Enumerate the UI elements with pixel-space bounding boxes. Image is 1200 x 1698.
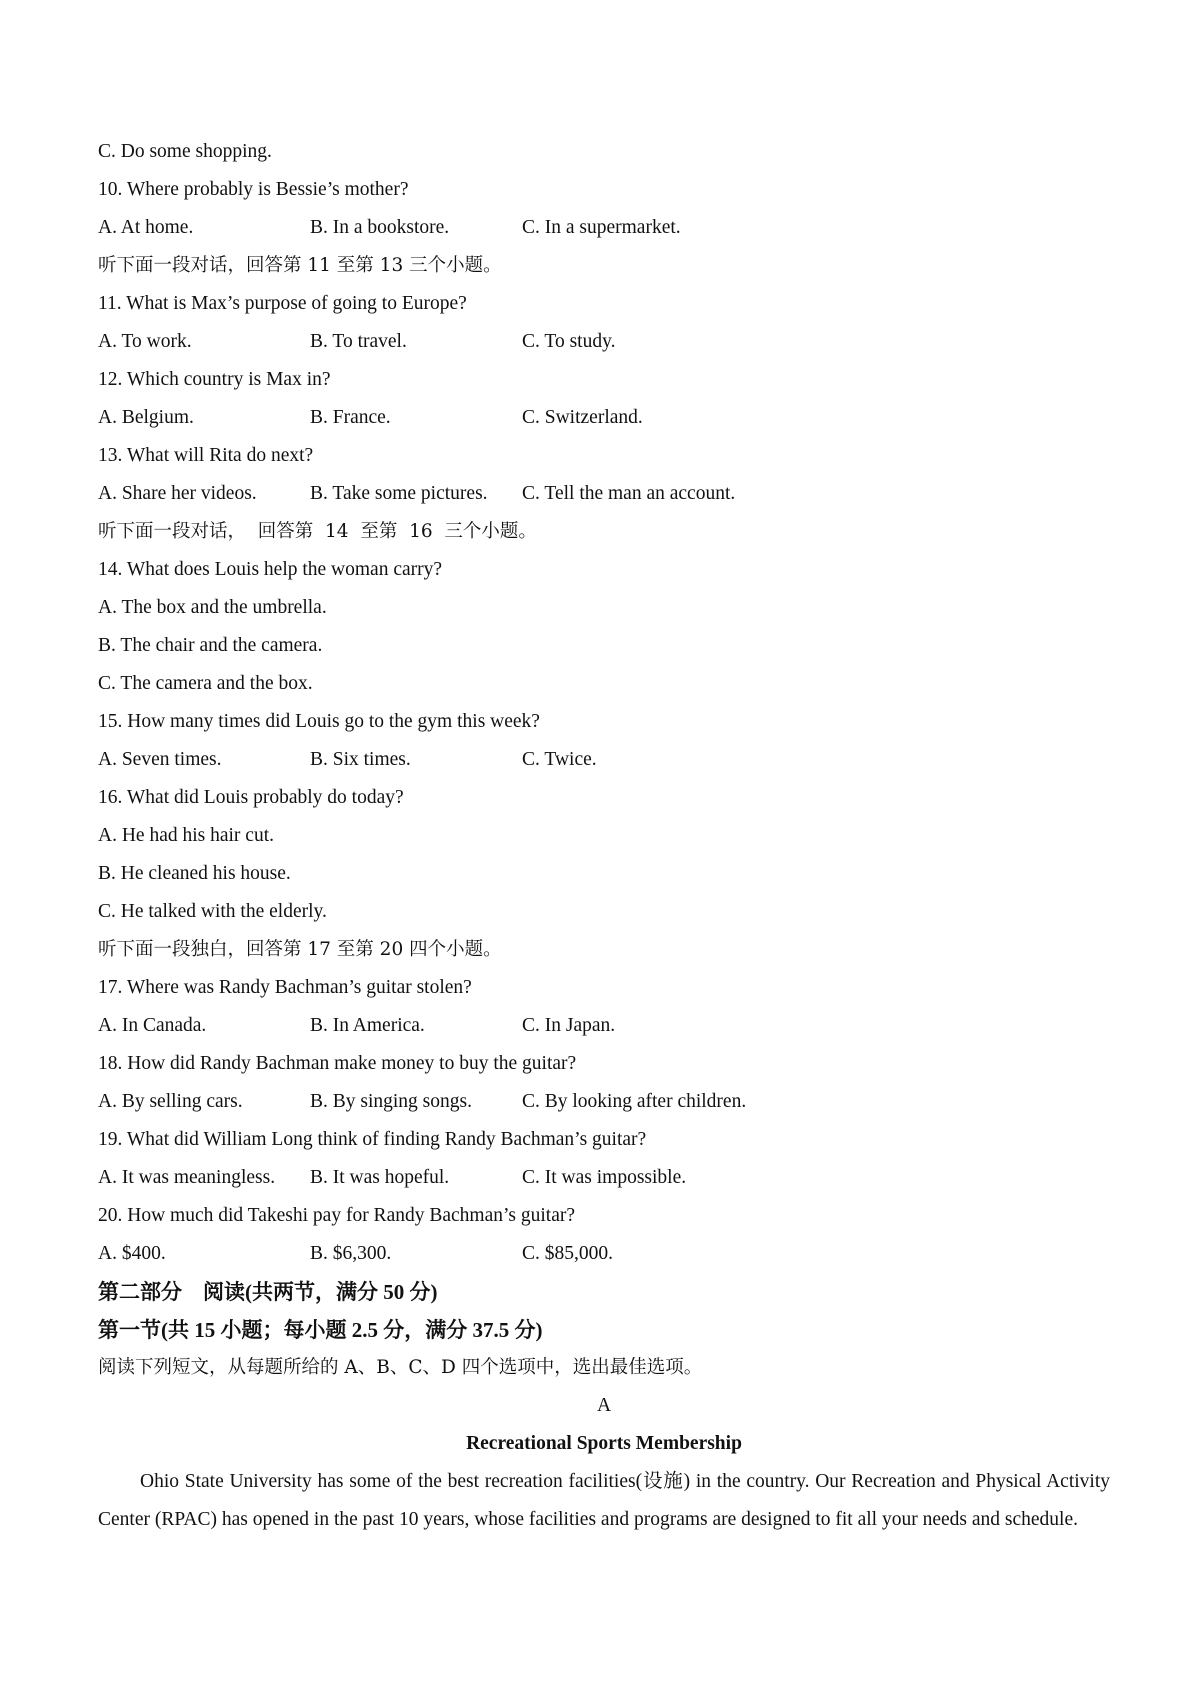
exam-content <box>98 133 1110 1539</box>
question-10: 10. Where probably is Bessie’s mother? <box>98 179 409 200</box>
option-15-a: A. Seven times. <box>98 749 222 770</box>
option-17-c: C. In Japan. <box>522 1015 616 1036</box>
option-19-a: A. It was meaningless. <box>98 1167 276 1188</box>
question-18: 18. How did Randy Bachman make money to buy the guitar? <box>98 1053 577 1074</box>
question-14: 14. What does Louis help the woman carry? <box>98 559 443 580</box>
question-17: 17. Where was Randy Bachman’s guitar stolen? <box>98 977 472 998</box>
instruction-17-20: 听下面一段独白，回答第 17 至第 20 四个小题。 <box>98 939 502 960</box>
option-15-c: C. Twice. <box>522 749 597 770</box>
option-20-c: C. $85,000. <box>522 1243 614 1264</box>
option-16-c: C. He talked with the elderly. <box>98 901 327 922</box>
q9-option-c: C. Do some shopping. <box>98 141 272 162</box>
instruction-11-13: 听下面一段对话，回答第 11 至第 13 三个小题。 <box>98 255 502 276</box>
option-14-b: B. The chair and the camera. <box>98 635 323 656</box>
option-13-b: B. Take some pictures. <box>310 483 488 504</box>
option-10-a: A. At home. <box>98 217 194 238</box>
options-12 <box>98 399 1110 437</box>
option-12-b: B. France. <box>310 407 391 428</box>
question-15: 15. How many times did Louis go to the gym this week? <box>98 711 540 732</box>
option-11-a: A. To work. <box>98 331 192 352</box>
option-20-a: A. $400. <box>98 1243 166 1264</box>
question-13: 13. What will Rita do next? <box>98 445 314 466</box>
options-10 <box>98 209 1110 247</box>
reading-instruction: 阅读下列短文，从每题所给的 A、B、C、D 四个选项中，选出最佳选项。 <box>98 1357 703 1378</box>
section-heading: 第一节(共 15 小题；每小题 2.5 分，满分 37.5 分) <box>98 1318 543 1342</box>
passage-title: Recreational Sports Membership <box>466 1433 742 1454</box>
option-13-a: A. Share her videos. <box>98 483 257 504</box>
option-11-b: B. To travel. <box>310 331 407 352</box>
question-16: 16. What did Louis probably do today? <box>98 787 404 808</box>
options-11 <box>98 323 1110 361</box>
question-19: 19. What did William Long think of finding Randy Bachman’s guitar? <box>98 1129 647 1150</box>
option-18-b: B. By singing songs. <box>310 1091 472 1112</box>
options-15 <box>98 741 1110 779</box>
option-18-c: C. By looking after children. <box>522 1091 747 1112</box>
option-17-b: B. In America. <box>310 1015 425 1036</box>
option-19-b: B. It was hopeful. <box>310 1167 450 1188</box>
question-20: 20. How much did Takeshi pay for Randy Bachman’s guitar? <box>98 1205 576 1226</box>
option-20-b: B. $6,300. <box>310 1243 392 1264</box>
option-11-c: C. To study. <box>522 331 616 352</box>
option-17-a: A. In Canada. <box>98 1015 207 1036</box>
option-14-a: A. The box and the umbrella. <box>98 597 327 618</box>
options-17 <box>98 1007 1110 1045</box>
options-19 <box>98 1159 1110 1197</box>
option-13-c: C. Tell the man an account. <box>522 483 736 504</box>
option-16-a: A. He had his hair cut. <box>98 825 274 846</box>
passage-letter: A <box>596 1395 612 1416</box>
question-11: 11. What is Max’s purpose of going to Europe? <box>98 293 467 314</box>
option-16-b: B. He cleaned his house. <box>98 863 291 884</box>
option-12-c: C. Switzerland. <box>522 407 643 428</box>
option-19-c: C. It was impossible. <box>522 1167 687 1188</box>
option-10-b: B. In a bookstore. <box>310 217 450 238</box>
instruction-14-16: 听下面一段对话， 回答第 14 至第 16 三个小题。 <box>98 521 537 542</box>
option-12-a: A. Belgium. <box>98 407 194 428</box>
options-18 <box>98 1083 1110 1121</box>
passage-paragraph: Ohio State University has some of the best recreation facilities(设施) in the country. Our Recreation and Physical Activity Center (RPAC) has opened in the past 10 years, whose facilities and programs are designed to fit all your needs and schedule. <box>98 1471 1110 1530</box>
option-15-b: B. Six times. <box>310 749 411 770</box>
option-18-a: A. By selling cars. <box>98 1091 243 1112</box>
part-heading: 第二部分 阅读(共两节，满分 50 分) <box>98 1280 438 1304</box>
option-14-c: C. The camera and the box. <box>98 673 313 694</box>
question-12: 12. Which country is Max in? <box>98 369 331 390</box>
options-13 <box>98 475 1110 513</box>
option-10-c: C. In a supermarket. <box>522 217 681 238</box>
options-20 <box>98 1235 1110 1273</box>
